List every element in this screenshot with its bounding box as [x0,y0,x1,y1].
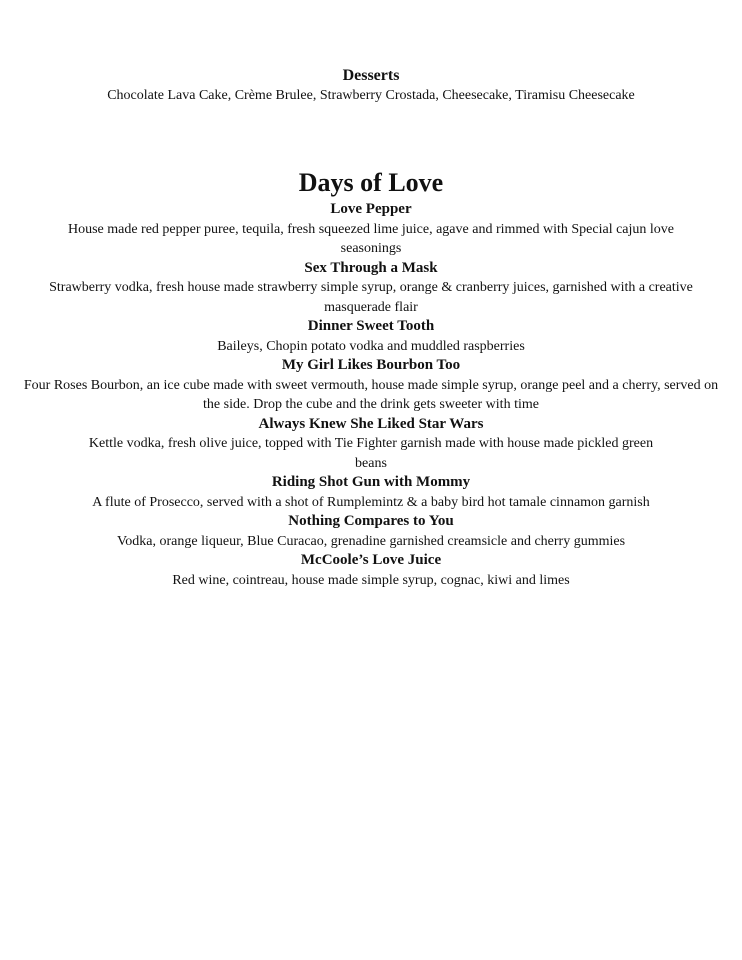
drink-name: Riding Shot Gun with Mommy [271,474,471,490]
drink-item [20,259,722,318]
days-of-love-section [20,166,722,590]
days-of-love-heading: Days of Love [298,168,444,197]
drink-description: Vodka, orange liqueur, Blue Curacao, grenadine garnished creamsicle and cherry gummies [116,533,626,549]
drink-name: Love Pepper [330,201,412,217]
drink-description: House made red pepper puree, tequila, fresh squeezed lime juice, agave and rimmed with Special cajun love seasonings [67,221,675,256]
drink-description: Kettle vodka, fresh olive juice, topped with Tie Fighter garnish made with house made pickled green beans [88,436,654,471]
drink-name: Dinner Sweet Tooth [307,318,435,334]
drink-description: Strawberry vodka, fresh house made strawberry simple syrup, orange & cranberry juices, garnished with a creative masquerade flair [49,280,693,315]
drink-item [20,473,722,512]
drink-name: Always Knew She Liked Star Wars [258,415,484,432]
desserts-items: Chocolate Lava Cake, Crème Brulee, Strawberry Crostada, Cheesecake, Tiramisu Cheesecake [107,88,635,103]
drink-item [20,356,722,415]
drink-item [20,317,722,356]
drink-item [20,415,722,474]
drink-description: Red wine, cointreau, house made simple syrup, cognac, kiwi and limes [172,572,570,588]
drink-name: Sex Through a Mask [304,259,438,276]
desserts-section [20,66,722,106]
drink-name: My Girl Likes Bourbon Too [281,357,461,373]
drink-name: McCoole’s Love Juice [300,552,442,568]
drink-description: A flute of Prosecco, served with a shot of Rumplemintz & a baby bird hot tamale cinnamon garnish [92,494,650,510]
drink-description: Four Roses Bourbon, an ice cube made with sweet vermouth, house made simple syrup, orange peel and a cherry, served on the side. Drop the cube and the drink gets sweeter with time [23,377,719,412]
drink-name: Nothing Compares to You [288,513,454,529]
drink-description: Baileys, Chopin potato vodka and muddled raspberries [217,338,525,354]
drink-item [20,551,722,590]
drink-item [20,512,722,551]
desserts-heading: Desserts [342,67,400,84]
drink-item [20,200,722,259]
